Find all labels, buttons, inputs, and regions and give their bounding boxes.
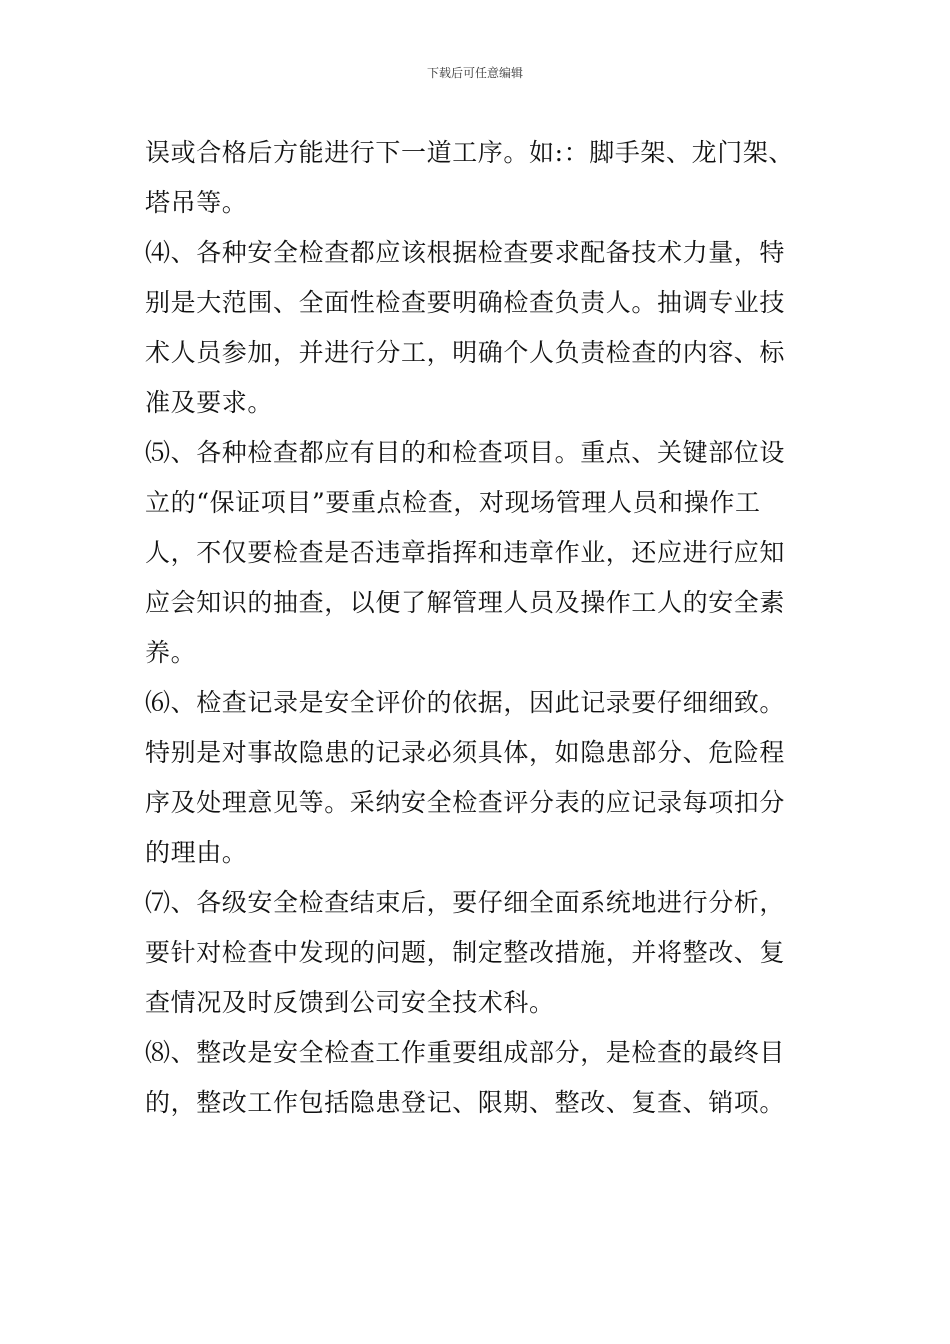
text-line: ⑺、各级安全检查结束后，要仔细全面系统地进行分析，: [145, 888, 786, 917]
text-line: 的理由。: [145, 838, 248, 867]
text-line: ⑸、各种检查都应有目的和检查项目。重点、关键部位设: [145, 438, 786, 467]
text-line: 序及处理意见等。采纳安全检查评分表的应记录每项扣分: [145, 788, 786, 817]
document-body: [145, 128, 810, 1128]
text-line: 的，整改工作包括隐患登记、限期、整改、复查、销项。: [145, 1088, 786, 1117]
text-line: ⑻、整改是安全检查工作重要组成部分，是检查的最终目: [145, 1038, 786, 1067]
text-line: 立的“保证项目”要重点检查，对现场管理人员和操作工: [145, 488, 761, 517]
text-line: 人，不仅要检查是否违章指挥和违章作业，还应进行应知: [145, 538, 786, 567]
text-line: 养。: [145, 638, 197, 667]
text-line: 准及要求。: [145, 388, 274, 417]
text-line: 塔吊等。: [145, 188, 248, 217]
text-line: 特别是对事故隐患的记录必须具体，如隐患部分、危险程: [145, 738, 786, 767]
text-line: ⑷、各种安全检查都应该根据检查要求配备技术力量，特: [145, 238, 786, 267]
text-line: 要针对检查中发现的问题，制定整改措施，并将整改、复: [145, 938, 786, 967]
text-line: 别是大范围、全面性检查要明确检查负责人。抽调专业技: [145, 288, 786, 317]
text-line: 应会知识的抽查，以便了解管理人员及操作工人的安全素: [145, 588, 786, 617]
text-line: 误或合格后方能进行下一道工序。如:：脚手架、龙门架、: [145, 138, 795, 167]
text-line: 术人员参加，并进行分工，明确个人负责检查的内容、标: [145, 338, 786, 367]
text-line: ⑹、检查记录是安全评价的依据，因此记录要仔细细致。: [145, 688, 786, 717]
page-header-note: 下载后可任意编辑: [426, 66, 523, 80]
text-line: 查情况及时反馈到公司安全技术科。: [145, 988, 555, 1017]
